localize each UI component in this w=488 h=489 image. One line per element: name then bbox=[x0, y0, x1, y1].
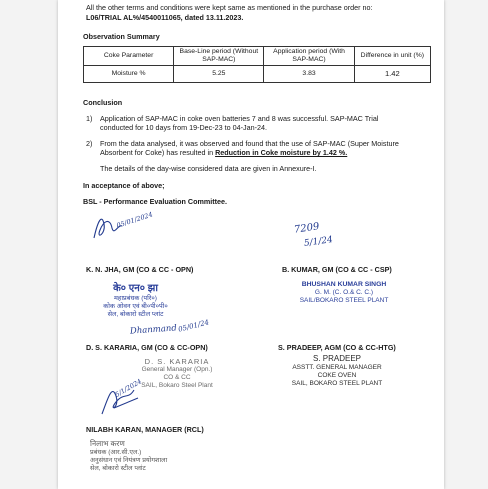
signature-date: 5/1/24 bbox=[303, 235, 334, 249]
document-page bbox=[58, 0, 444, 489]
table-header: Difference in unit (%) bbox=[354, 47, 430, 66]
conclusion-heading: Conclusion bbox=[83, 98, 123, 107]
table-header: Application period (With SAP-MAC) bbox=[264, 47, 354, 66]
table-cell: 1.42 bbox=[354, 66, 430, 83]
signature-nilabh-karan bbox=[94, 378, 154, 420]
stamp-line: अनुसंधान एवं नियंत्रण प्रयोगशाला bbox=[90, 457, 168, 464]
signature-d-s-kararia: Dhanmand bbox=[129, 323, 178, 337]
stamp-line: G. M. (C. O.& C. C.) bbox=[314, 289, 374, 296]
signatory-name: B. KUMAR, GM (CO & CC - CSP) bbox=[282, 265, 392, 274]
annexure-note: The details of the day-wise considered data are given in Annexure-I. bbox=[100, 164, 317, 173]
table-row bbox=[84, 66, 431, 83]
stamp-line: महाप्रबंधक (परि०) bbox=[114, 295, 157, 302]
conclusion-p1-line-1: Application of SAP-MAC in coke oven batteries 7 and 8 was successful. SAP-MAC Trial bbox=[100, 114, 379, 123]
intro-line-1: All the other terms and conditions were kept same as mentioned in the purchase order no: bbox=[86, 3, 373, 12]
conclusion-item-number: 1) bbox=[86, 114, 93, 123]
stamp-line: SAIL/BOKARO STEEL PLANT bbox=[299, 297, 389, 304]
stamp-line: COKE OVEN bbox=[317, 372, 357, 379]
stamp-line: SAIL, Bokaro Steel Plant bbox=[141, 382, 213, 389]
stamp-line: ASSTT. GENERAL MANAGER bbox=[292, 364, 382, 371]
conclusion-p2-line-2 bbox=[100, 148, 347, 157]
signatory-name: K. N. JHA, GM (CO & CC - OPN) bbox=[86, 265, 194, 274]
table-cell: 3.83 bbox=[264, 66, 354, 83]
stamp-line: CO & CC bbox=[163, 374, 191, 381]
signature-b-kumar: 7209 bbox=[293, 221, 321, 236]
committee-title: BSL - Performance Evaluation Committee. bbox=[83, 197, 228, 206]
stamp-line: D. S. KARARIA bbox=[144, 357, 210, 366]
stamp-line: सेल, बोकारो स्टील प्लांट bbox=[90, 465, 146, 472]
conclusion-highlight: Reduction in Coke moisture by 1.42 %. bbox=[215, 148, 348, 157]
conclusion-p2-text: Absorbent for Coke) has resulted in bbox=[100, 148, 216, 157]
stamp-nilabh-karan bbox=[90, 439, 200, 473]
conclusion-p2-line-1: From the data analysed, it was observed and found that the use of SAP-MAC (Super Moisture bbox=[100, 139, 399, 148]
stamp-line: BHUSHAN KUMAR SINGH bbox=[301, 281, 387, 288]
table-header-row bbox=[84, 47, 431, 66]
signature-date: 05/01/24 bbox=[177, 318, 210, 334]
stamp-line: SAIL, BOKARO STEEL PLANT bbox=[291, 380, 383, 387]
stamp-kn-jha bbox=[88, 283, 183, 319]
stamp-line: प्रबंधक (आर.सी.एल.) bbox=[90, 449, 142, 456]
acceptance-line: In acceptance of above; bbox=[83, 181, 165, 190]
stamp-line: के० एन० झा bbox=[113, 283, 158, 294]
signatory-name: S. PRADEEP, AGM (CO & CC-HTG) bbox=[278, 343, 396, 352]
signature-date: 05/01/2024 bbox=[115, 210, 154, 230]
stamp-line: कोक ओवन एवं बी०पी०पी० bbox=[103, 303, 168, 310]
table-cell: 5.25 bbox=[174, 66, 264, 83]
signatory-name: NILABH KARAN, MANAGER (RCL) bbox=[86, 425, 204, 434]
conclusion-p1-line-2: conducted for 10 days from 19-Dec-23 to 04-Jan-24. bbox=[100, 123, 268, 132]
table-header: Base-Line period (Without SAP-MAC) bbox=[174, 47, 264, 66]
stamp-s-pradeep bbox=[282, 354, 392, 388]
signatory-name: D. S. KARARIA, GM (CO & CC-OPN) bbox=[86, 343, 208, 352]
stamp-line: S. PRADEEP bbox=[312, 354, 361, 363]
table-header: Coke Parameter bbox=[84, 47, 174, 66]
conclusion-item-number: 2) bbox=[86, 139, 93, 148]
stamp-line: सेल, बोकारो स्टील प्लांट bbox=[107, 311, 164, 318]
signature-date: 5/1/2024 bbox=[113, 377, 143, 399]
observation-table bbox=[83, 46, 431, 83]
stamp-line: निलाभ करण bbox=[90, 439, 125, 448]
stamp-line: General Manager (Opn.) bbox=[141, 366, 213, 373]
observation-heading: Observation Summary bbox=[83, 32, 160, 41]
table-cell: Moisture % bbox=[84, 66, 174, 83]
stamp-b-kumar bbox=[284, 281, 404, 305]
intro-line-2: L06/TRIAL AL%/4540011065, dated 13.11.2023. bbox=[86, 13, 244, 22]
